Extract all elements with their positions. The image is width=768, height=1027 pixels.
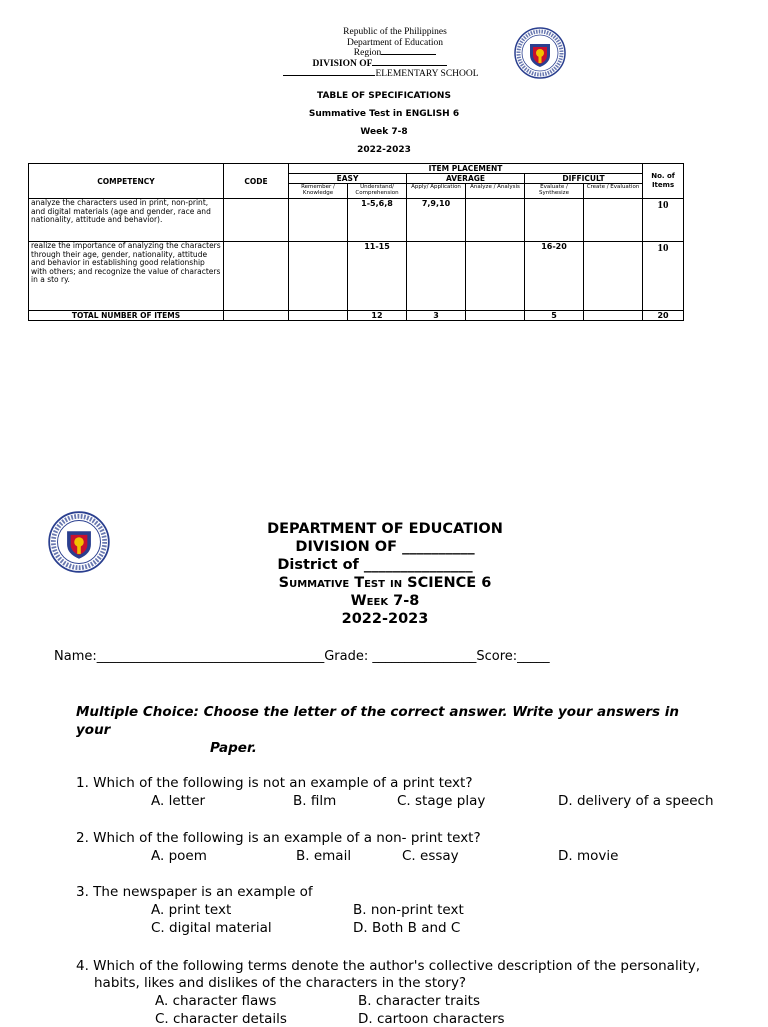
- question-4-cont: habits, likes and dislikes of the characters in the story?: [94, 975, 467, 991]
- placement-cell: 7,9,10: [407, 199, 466, 242]
- option-a: A. letter: [151, 793, 206, 809]
- total-cell: 12: [348, 311, 407, 321]
- grand-total-cell: 20: [643, 311, 684, 321]
- total-cell: [584, 311, 643, 321]
- header-school: ELEMENTARY SCHOOL: [252, 69, 510, 80]
- option-d: D. movie: [558, 848, 619, 864]
- subheader-understand: Understand/ Comprehension: [348, 184, 407, 199]
- code-cell: [224, 199, 289, 242]
- header-difficult: DIFFICULT: [525, 174, 643, 184]
- instructions-line2: Paper.: [210, 740, 257, 756]
- placement-cell: 1-5,6,8: [348, 199, 407, 242]
- total-cell: [466, 311, 525, 321]
- header2-year: 2022-2023: [341, 611, 429, 627]
- subheader-analyze: Analyze / Analysis: [466, 184, 525, 199]
- option-c: C. essay: [402, 848, 459, 864]
- option-a: A. poem: [151, 848, 207, 864]
- option-b: B. non-print text: [353, 902, 464, 918]
- header2-test-title: Summative Test in SCIENCE 6: [278, 575, 492, 591]
- header-item-placement: ITEM PLACEMENT: [289, 164, 643, 174]
- total-label: TOTAL NUMBER OF ITEMS: [29, 311, 224, 321]
- page2-header: [220, 520, 550, 628]
- subheader-remember: Remember / Knowledge: [289, 184, 348, 199]
- header-code: CODE: [224, 164, 289, 199]
- header-average: AVERAGE: [407, 174, 525, 184]
- items-cell: 10: [643, 199, 684, 242]
- total-code-cell: [224, 311, 289, 321]
- option-c: C. stage play: [397, 793, 486, 809]
- placement-cell: 16-20: [525, 242, 584, 311]
- page1-header: [280, 27, 510, 80]
- subheader-evaluate: Evaluate / Synthesize: [525, 184, 584, 199]
- placement-cell: [584, 199, 643, 242]
- subheader-apply: Apply/ Application: [407, 184, 466, 199]
- tos-title: TABLE OF SPECIFICATIONS: [317, 91, 451, 101]
- header2-week: Week 7-8: [350, 593, 420, 609]
- instructions: [76, 703, 716, 757]
- total-cell: 5: [525, 311, 584, 321]
- code-cell: [224, 242, 289, 311]
- deped-seal-icon: [514, 27, 566, 79]
- subheader-create: Create / Evaluation: [584, 184, 643, 199]
- table-total-row: [29, 311, 684, 321]
- header-no-items: No. of Items: [643, 164, 684, 199]
- table-of-specifications: [28, 163, 684, 321]
- placement-cell: [466, 199, 525, 242]
- tos-subtitle: Summative Test in ENGLISH 6: [308, 109, 460, 119]
- instructions-line1: Multiple Choice: Choose the letter of the correct answer. Write your answers in your: [76, 704, 680, 738]
- header-easy: EASY: [289, 174, 407, 184]
- question-1: 1. Which of the following is not an example of a print text?: [76, 775, 473, 791]
- competency-cell: realize the importance of analyzing the characters through their age, gender, nationality, attitude and behavior in establishing good relationship with others; and recognize the value of characters in a sto ry.: [29, 242, 224, 311]
- option-a: A. print text: [151, 902, 232, 918]
- option-b: B. film: [293, 793, 337, 809]
- placement-cell: [584, 242, 643, 311]
- placement-cell: [466, 242, 525, 311]
- tos-week: Week 7-8: [360, 127, 408, 137]
- table-row: [29, 199, 684, 242]
- header-competency: COMPETENCY: [29, 164, 224, 199]
- header2-division: DIVISION OF __________: [295, 539, 475, 555]
- question-4: 4. Which of the following terms denote the author's collective description of the personality,: [76, 958, 701, 974]
- option-b: B. email: [296, 848, 352, 864]
- header2-deped: DEPARTMENT OF EDUCATION: [267, 521, 503, 537]
- placement-cell: [289, 199, 348, 242]
- header-region: Region: [280, 48, 510, 59]
- question-3: 3. The newspaper is an example of: [76, 884, 313, 900]
- placement-cell: 11-15: [348, 242, 407, 311]
- items-cell: 10: [643, 242, 684, 311]
- deped-seal-icon: [48, 511, 110, 573]
- competency-cell: analyze the characters used in print, non-print, and digital materials (age and gender, race and nationality, attitude and behavior).: [29, 199, 224, 242]
- placement-cell: [407, 242, 466, 311]
- option-c: C. character details: [155, 1011, 287, 1027]
- placement-cell: [525, 199, 584, 242]
- header-division: DIVISION OF: [250, 59, 510, 70]
- student-info-line: Name:___________________________________Grade: ________________Score:_____: [54, 649, 550, 664]
- option-d: D. cartoon characters: [358, 1011, 505, 1027]
- option-d: D. Both B and C: [353, 920, 461, 936]
- header-republic: Republic of the Philippines: [343, 27, 447, 37]
- option-b: B. character traits: [358, 993, 480, 1009]
- option-d: D. delivery of a speech: [558, 793, 714, 809]
- tos-year: 2022-2023: [357, 145, 411, 155]
- option-a: A. character flaws: [155, 993, 277, 1009]
- option-c: C. digital material: [151, 920, 272, 936]
- table-row: [29, 242, 684, 311]
- total-cell: 3: [407, 311, 466, 321]
- total-cell: [289, 311, 348, 321]
- header-deped: Department of Education: [346, 37, 444, 48]
- placement-cell: [289, 242, 348, 311]
- question-2: 2. Which of the following is an example of a non- print text?: [76, 830, 481, 846]
- header2-district: District of _______________: [277, 557, 473, 573]
